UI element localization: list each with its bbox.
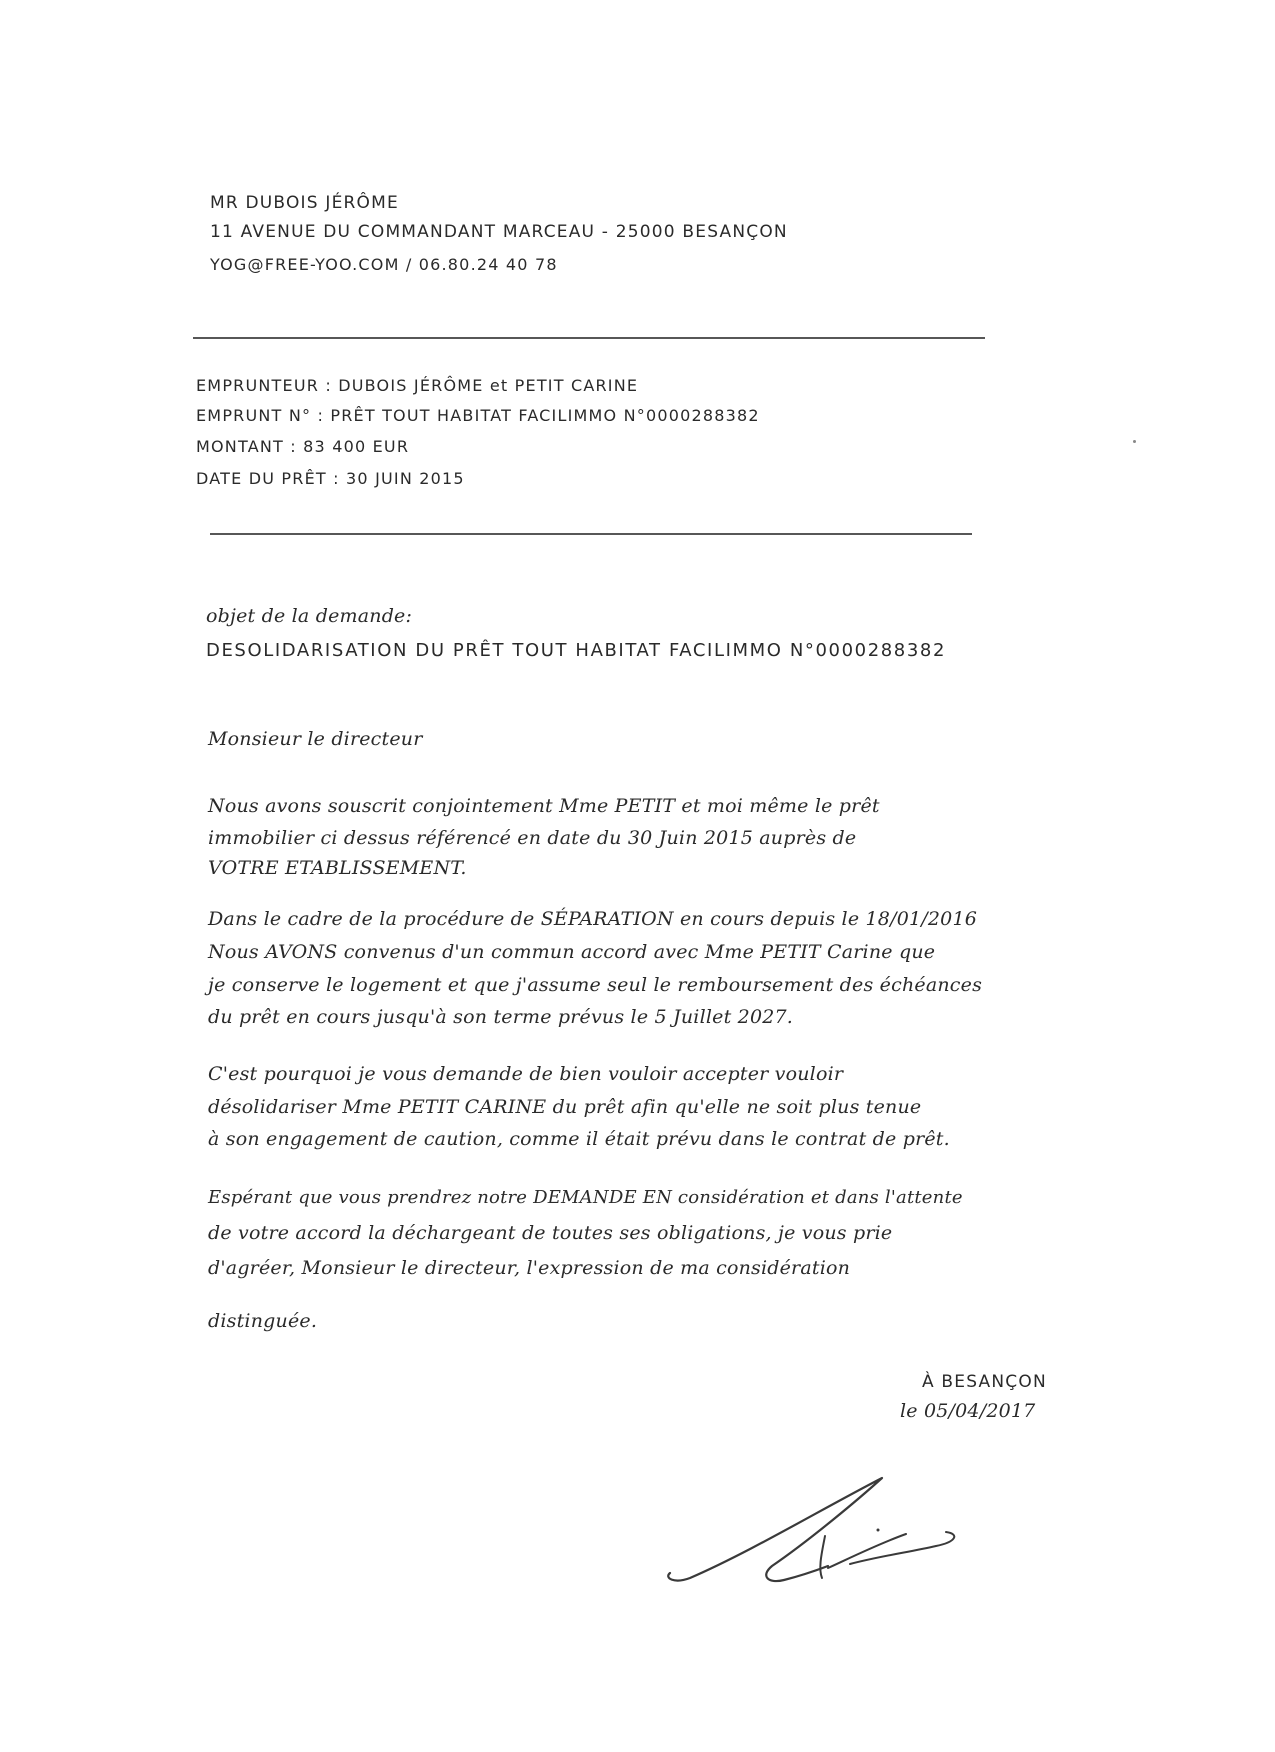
loan-amount: MONTANT : 83 400 EUR [196, 437, 410, 456]
loan-number: EMPRUNT N° : PRÊT TOUT HABITAT FACILIMMO N°0000288382 [196, 406, 760, 425]
body-line: Dans le cadre de la procédure de SÉPARATION en cours depuis le 18/01/2016 [208, 908, 978, 930]
paper-speck [1133, 440, 1136, 443]
subject-label: objet de la demande: [206, 605, 413, 627]
body-line: de votre accord la déchargeant de toutes ses obligations, je vous prie [208, 1222, 893, 1244]
loan-date: DATE DU PRÊT : 30 JUIN 2015 [196, 469, 465, 488]
loan-borrower: EMPRUNTEUR : DUBOIS JÉRÔME et PETIT CARINE [196, 376, 639, 395]
body-line: distinguée. [208, 1310, 318, 1332]
body-line: C'est pourquoi je vous demande de bien vouloir accepter vouloir [208, 1063, 844, 1085]
body-line: du prêt en cours jusqu'à son terme prévus le 5 Juillet 2027. [208, 1006, 794, 1028]
salutation: Monsieur le directeur [208, 728, 423, 750]
subject-text: DESOLIDARISATION DU PRÊT TOUT HABITAT FACILIMMO N°0000288382 [206, 640, 947, 661]
closing-date: le 05/04/2017 [900, 1400, 1036, 1422]
body-line: Nous AVONS convenus d'un commun accord avec Mme PETIT Carine que [208, 941, 936, 963]
sender-address: 11 AVENUE DU COMMANDANT MARCEAU - 25000 BESANÇON [210, 222, 788, 242]
sender-name: MR DUBOIS JÉRÔME [210, 193, 399, 213]
body-line: Espérant que vous prendrez notre DEMANDE EN considération et dans l'attente [208, 1187, 963, 1208]
body-line: Nous avons souscrit conjointement Mme PETIT et moi même le prêt [208, 795, 880, 817]
divider-top [193, 337, 985, 339]
body-line: d'agréer, Monsieur le directeur, l'expression de ma considération [208, 1257, 851, 1279]
sender-contact: YOG@FREE-YOO.COM / 06.80.24 40 78 [210, 255, 558, 274]
body-line: VOTRE ETABLISSEMENT. [208, 857, 467, 879]
body-line: immobilier ci dessus référencé en date du 30 Juin 2015 auprès de [208, 827, 857, 849]
body-line: désolidariser Mme PETIT CARINE du prêt afin qu'elle ne soit plus tenue [208, 1096, 922, 1118]
closing-place: À BESANÇON [922, 1372, 1047, 1392]
signature [660, 1460, 960, 1600]
divider-bottom [210, 533, 972, 535]
body-line: je conserve le logement et que j'assume seul le remboursement des échéances [208, 974, 983, 996]
body-line: à son engagement de caution, comme il était prévu dans le contrat de prêt. [208, 1128, 950, 1150]
